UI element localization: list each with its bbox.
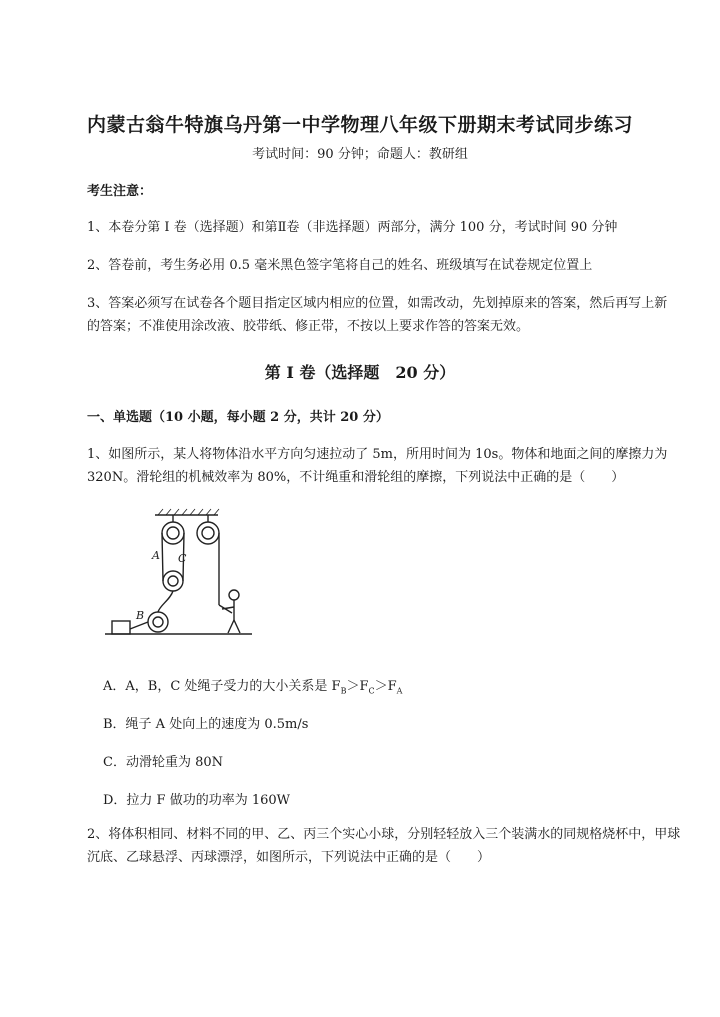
label-c: C (178, 552, 187, 565)
option-a-text: A．A，B，C 处绳子受力的大小关系是 F (103, 679, 341, 694)
section-title: 第 I 卷（选择题 20 分） (264, 363, 456, 382)
notice-item-3: 3、答案必须写在试卷各个题目指定区域内相应的位置，如需改动，先划掉原来的答案，然后再写上新的答案；不准使用涂改液、胶带纸、修正带，不按以上要求作答的答案无效。 (87, 296, 668, 334)
notice-item-2: 2、答卷前，考生务必用 0.5 毫米黑色签字笔将自己的姓名、班级填写在试卷规定位置上 (87, 258, 593, 273)
question-1-stem: 1、如图所示，某人将物体沿水平方向匀速拉动了 5m，所用时间为 10s。物体和地面之间的摩擦力为 320N。滑轮组的机械效率为 80%，不计绳重和滑轮组的摩擦，下列说法中正确的是（ ） (87, 447, 668, 485)
option-a-sub-b: B (340, 686, 347, 696)
label-a: A (152, 549, 160, 562)
option-c[interactable]: C．动滑轮重为 80N (103, 755, 223, 770)
part-heading: 一、单选题（10 小题，每小题 2 分，共计 20 分） (87, 410, 389, 425)
label-b: B (136, 609, 145, 622)
option-b[interactable]: B．绳子 A 处向上的速度为 0.5m/s (103, 717, 309, 732)
pulley-diagram (100, 505, 260, 645)
option-a-mid-1: ＞F (346, 679, 369, 694)
option-a-mid-2: ＞F (374, 679, 397, 694)
option-a-sub-a: A (396, 686, 403, 696)
question-2-stem: 2、将体积相同、材料不同的甲、乙、丙三个实心小球，分别轻轻放入三个装满水的同规格烧杯中，甲球沉底、乙球悬浮、丙球漂浮，如图所示，下列说法中正确的是（ ） (87, 827, 681, 865)
option-d[interactable]: D．拉力 F 做功的功率为 160W (103, 793, 291, 808)
page-title: 内蒙古翁牛特旗乌丹第一中学物理八年级下册期末考试同步练习 (86, 114, 633, 136)
notice-heading: 考生注意： (87, 184, 153, 199)
option-a-sub-c: C (368, 686, 375, 696)
option-a[interactable] (103, 675, 402, 696)
exam-info: 考试时间：90 分钟；命题人：教研组 (252, 147, 468, 162)
notice-item-1: 1、本卷分第 I 卷（选择题）和第Ⅱ卷（非选择题）两部分，满分 100 分，考试时间 90 分钟 (87, 220, 618, 235)
